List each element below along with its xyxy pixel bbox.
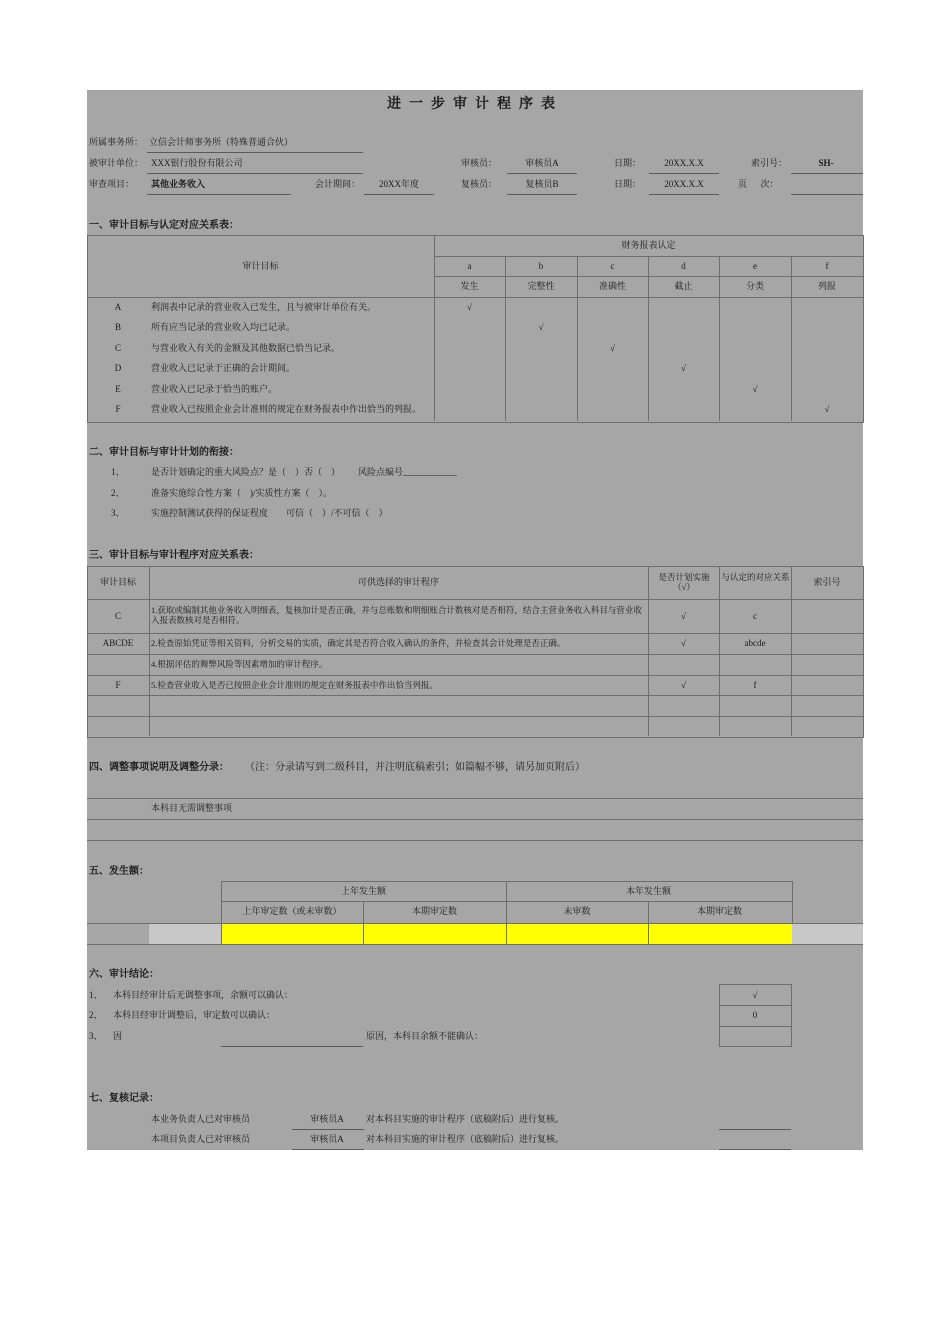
- check-mark: √: [681, 363, 686, 373]
- firm-underline: [147, 152, 363, 153]
- col-procedure: 可供选择的审计程序: [357, 577, 439, 587]
- reviewer-underline: [507, 173, 577, 174]
- adjustment-content: 本科目无需调整事项: [151, 803, 233, 813]
- index-value: SH-: [818, 158, 834, 168]
- page-underline: [791, 194, 863, 195]
- rechecker-label: 复核员：: [461, 179, 498, 189]
- s3-line: [87, 654, 863, 655]
- amount-row-label-cell: [87, 923, 149, 945]
- s6-line: [719, 1026, 791, 1027]
- proc-goal: C: [114, 611, 121, 621]
- assertion-completeness: 完整性: [527, 281, 555, 291]
- s3-vline: [719, 566, 720, 736]
- conclusion-text: 因: [113, 1031, 123, 1041]
- proc-goal: F: [115, 680, 121, 690]
- code-b: b: [538, 261, 544, 271]
- col-curr-audited: 本期审定数: [411, 906, 457, 916]
- reason-underline[interactable]: [221, 1046, 363, 1047]
- plan-item-text: 是否计划确定的重大风险点？是（ ）否（ ） 风险点编号____________: [151, 467, 458, 477]
- period-value: 20XX年度: [379, 179, 419, 189]
- reviewer-label: 审核员：: [461, 158, 498, 168]
- goal-row-text: 所有应当记录的营业收入均已记录。: [151, 322, 296, 332]
- review-name: 审核员A: [310, 1134, 344, 1144]
- section4-heading: 四、调整事项说明及调整分录：: [89, 762, 229, 773]
- section7-heading: 七、复核记录：: [89, 1093, 159, 1104]
- s4-line: [87, 798, 863, 799]
- entity-label: 被审计单位：: [89, 158, 144, 168]
- goal-row-text: 利润表中记录的营业收入已发生，且与被审计单位有关。: [151, 302, 377, 312]
- assertion-presentation: 列报: [817, 281, 836, 291]
- s3-line: [87, 599, 863, 600]
- entity-underline: [147, 173, 363, 174]
- review-prefix: 本项目负责人已对审核员: [151, 1134, 251, 1144]
- conclusion-num: 2、: [89, 1010, 103, 1020]
- rechecker-value: 复核员B: [525, 179, 559, 189]
- period-underline: [364, 194, 434, 195]
- review-name-underline: [292, 1129, 364, 1130]
- plan-item-text: 准备实施综合性方案（ )/实质性方案（ ）。: [151, 488, 332, 498]
- check-mark: √: [467, 302, 472, 312]
- goal-row-id: D: [114, 363, 122, 373]
- review-name-underline: [292, 1149, 364, 1150]
- goal-row-text: 营业收入已记录于正确的会计期间。: [151, 363, 296, 373]
- col-goal: 审计目标: [99, 577, 136, 587]
- code-a: a: [467, 261, 472, 271]
- col-prev-audited: 上年审定数（或未审数）: [242, 906, 342, 916]
- goal-row-id: B: [114, 322, 121, 332]
- date-underline-2: [649, 194, 719, 195]
- proc-goal: ABCDE: [102, 638, 134, 648]
- date-label-2: 日期：: [614, 179, 642, 189]
- conclusion-suffix: 原因，本科目余额不能确认：: [366, 1031, 484, 1041]
- page-title: 进一步审计程序表: [387, 97, 563, 112]
- plan-item-num: 1、: [111, 467, 125, 477]
- goal-row-id: C: [114, 343, 121, 353]
- assertion-accuracy: 准确性: [598, 281, 626, 291]
- section6-heading: 六、审计结论：: [89, 969, 159, 980]
- goal-row-id: E: [115, 384, 121, 394]
- assertion-cutoff: 截止: [674, 281, 693, 291]
- s3-line: [87, 716, 863, 717]
- proc-text: 2.检查原始凭证等相关资料，分析交易的实质，确定其是否符合收入确认的条件，并检查其会计处理是否正确。: [151, 638, 566, 648]
- check-mark: √: [824, 404, 830, 414]
- entity-value: XXX银行股份有限公司: [151, 158, 243, 168]
- index-underline: [791, 173, 863, 174]
- conclusion-value: √: [752, 990, 758, 1000]
- s3-vline: [149, 566, 150, 736]
- proc-text: 5.检查营业收入是否已按照企业会计准则的规定在财务报表中作出恰当列报。: [151, 680, 438, 690]
- firm-label: 所属事务所：: [89, 137, 144, 147]
- goal-row-text: 营业收入已按照企业会计准则的规定在财务报表中作出恰当的列报。: [151, 404, 422, 414]
- goal-row-text: 与营业收入有关的金额及其他数据已恰当记录。: [151, 343, 341, 353]
- goal-row-id: F: [115, 404, 121, 414]
- s4-line: [87, 840, 863, 841]
- firm-value: 立信会计师事务所（特殊普通合伙）: [149, 137, 294, 147]
- proc-text: 4.根据评估的舞弊风险等因素增加的审计程序。: [151, 659, 328, 669]
- review-signature-line[interactable]: [719, 1129, 791, 1130]
- page-label: 页 次：: [738, 179, 779, 189]
- conclusion-num: 3、: [89, 1031, 103, 1041]
- plan-item-text: 实施控制测试获得的保证程度 可信（ ）/不可信（ ）: [151, 508, 388, 518]
- curr-year-header: 本年发生额: [625, 886, 671, 896]
- proc-plan: √: [681, 611, 686, 621]
- prev-year-header: 上年发生额: [340, 886, 386, 896]
- s3-line: [87, 675, 863, 676]
- proc-plan: √: [681, 638, 686, 648]
- section2-heading: 二、审计目标与审计计划的衔接：: [89, 447, 239, 458]
- goal-row-id: A: [114, 302, 122, 312]
- check-mark: √: [752, 384, 758, 394]
- section3-table: [87, 566, 864, 738]
- col-assertion: 与认定的对应关系: [721, 572, 790, 582]
- review-suffix: 对本科目实施的审计程序（底稿附后）进行复核。: [366, 1114, 565, 1124]
- col-curr-audited-2: 本期审定数: [696, 906, 742, 916]
- assertion-occurrence: 发生: [460, 281, 479, 291]
- review-signature-line[interactable]: [719, 1149, 791, 1150]
- proc-assertion: f: [753, 680, 757, 690]
- s4-line: [87, 819, 863, 820]
- conclusion-num: 1、: [89, 990, 103, 1000]
- date-value-1: 20XX.X.X: [664, 158, 704, 168]
- section5-heading: 五、发生额：: [89, 866, 149, 877]
- s3-vline: [791, 566, 792, 736]
- amount-row-gray-cell: [792, 923, 863, 945]
- code-e: e: [753, 261, 757, 271]
- proc-plan: √: [681, 680, 686, 690]
- s5-vline: [506, 923, 507, 945]
- amount-row-highlight[interactable]: [221, 923, 793, 945]
- plan-item-num: 3、: [111, 508, 125, 518]
- assertion-classification: 分类: [745, 281, 764, 291]
- period-label: 会计期间：: [315, 179, 361, 189]
- s5-vline: [363, 923, 364, 945]
- assertion-header: 财务报表认定: [621, 240, 676, 250]
- review-suffix: 对本科目实施的审计程序（底稿附后）进行复核。: [366, 1134, 565, 1144]
- code-f: f: [825, 261, 829, 271]
- item-value: 其他业务收入: [151, 179, 206, 189]
- plan-item-num: 2、: [111, 488, 125, 498]
- s1-line: [87, 297, 863, 298]
- date-label-1: 日期：: [614, 158, 642, 168]
- code-d: d: [681, 261, 686, 271]
- section1-heading: 一、审计目标与认定对应关系表：: [89, 220, 239, 231]
- col-index: 索引号: [813, 577, 841, 587]
- review-name: 审核员A: [310, 1114, 344, 1124]
- goal-row-text: 营业收入已记录于恰当的账户。: [151, 384, 278, 394]
- code-c: c: [610, 261, 615, 271]
- rechecker-underline: [507, 194, 577, 195]
- item-label: 审查项目：: [89, 179, 135, 189]
- amount-row-gray-cell: [149, 923, 221, 945]
- section4-note: （注：分录请写到二级科目，并注明底稿索引；如篇幅不够，请另加页附后）: [245, 762, 585, 773]
- conclusion-text: 本科目经审计调整后，审定数可以确认：: [113, 1010, 276, 1020]
- proc-assertion: abcde: [744, 638, 766, 648]
- proc-text: 1.获取或编制其他业务收入明细表，复核加计是否正确，并与总账数和明细账合计数核对是否相符，结合主营业务收入科目与营业收入报表数核对是否相符。: [151, 605, 642, 625]
- s3-vline: [648, 566, 649, 736]
- s6-line: [719, 1005, 791, 1006]
- audit-worksheet: [87, 90, 863, 1150]
- s3-line: [87, 695, 863, 696]
- s3-line: [87, 633, 863, 634]
- proc-assertion: c: [753, 611, 757, 621]
- section3-heading: 三、审计目标与审计程序对应关系表：: [89, 550, 259, 561]
- item-underline: [147, 194, 291, 195]
- index-label: 索引号：: [751, 158, 788, 168]
- date-underline-1: [649, 173, 719, 174]
- conclusion-value: 0: [752, 1010, 758, 1020]
- reviewer-value: 审核员A: [525, 158, 559, 168]
- col-plan: 是否计划实施（√）: [658, 572, 710, 592]
- check-mark: √: [610, 343, 615, 353]
- conclusion-text: 本科目经审计后无调整事项，余额可以确认：: [113, 990, 294, 1000]
- col-unaudited: 未审数: [563, 906, 591, 916]
- review-prefix: 本业务负责人已对审核员: [151, 1114, 251, 1124]
- s5-vline: [648, 923, 649, 945]
- check-mark: √: [538, 322, 544, 332]
- date-value-2: 20XX.X.X: [664, 179, 704, 189]
- goal-header: 审计目标: [242, 261, 279, 271]
